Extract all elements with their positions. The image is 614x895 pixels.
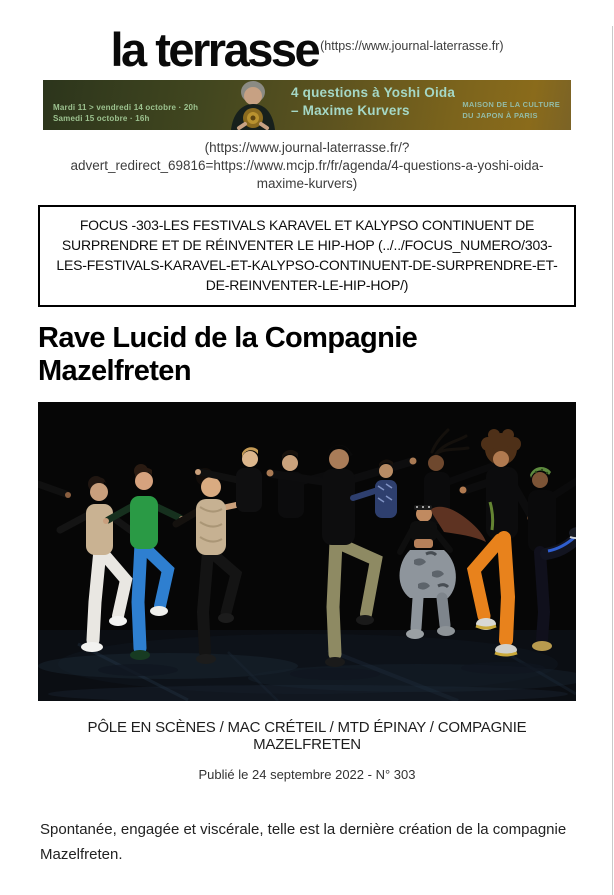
advert-portrait-illustration	[213, 80, 291, 130]
advert-title-line1: 4 questions à Yoshi Oida	[291, 85, 456, 100]
advert-dates-line2: Samedi 15 octobre · 16h	[53, 113, 150, 123]
venues-caption: PÔLE EN SCÈNES / MAC CRÉTEIL / MTD ÉPINAY / COMPAGNIE MAZELFRETEN	[87, 718, 527, 753]
advert-dates-line1: Mardi 11 > vendredi 14 octobre · 20h	[53, 102, 199, 112]
lead-paragraph: Spontanée, engagée et viscérale, telle est la dernière création de la compagnie Mazelfreten.	[40, 820, 567, 864]
advert-title-line2: – Maxime Kurvers	[291, 102, 410, 118]
page-right-border	[612, 26, 613, 895]
published-date: Publié le 24 septembre 2022 - N° 303	[198, 766, 416, 782]
masthead	[0, 23, 614, 76]
advert-venue-line2: DU JAPON À PARIS	[462, 111, 538, 121]
site-logo[interactable]: la terrasse	[110, 23, 319, 76]
advert-banner[interactable]	[43, 80, 571, 130]
page-title: Rave Lucid de la Compagnie Mazelfreten	[38, 321, 418, 388]
advert-title	[291, 84, 455, 119]
advert-venue-line1: MAISON DE LA CULTURE	[462, 100, 560, 110]
site-logo-url-link[interactable]: (https://www.journal-laterrasse.fr)	[320, 39, 504, 53]
advert-venue	[462, 100, 560, 122]
advert-dates	[53, 102, 198, 124]
stage-photo-illustration	[38, 402, 576, 701]
advert-redirect-link[interactable]: (https://www.journal-laterrasse.fr/?advert_redirect_69816=https://www.mcjp.fr/fr/agenda/4-questions-a-yoshi-oida-maxime-kurvers)	[70, 140, 544, 191]
article-photo	[38, 402, 576, 701]
focus-breadcrumb-link[interactable]: FOCUS -303-LES FESTIVALS KARAVEL ET KALYPSO CONTINUENT DE SURPRENDRE ET DE RÉINVENTER LE HIP-HOP (../../FOCUS_NUMERO/303-LES-FESTIVALS-KARAVEL-ET-KALYPSO-CONTINUENT-DE-SURPRENDRE-ET-DE-REINVENTER-LE-HIP-HOP/)	[38, 205, 576, 307]
